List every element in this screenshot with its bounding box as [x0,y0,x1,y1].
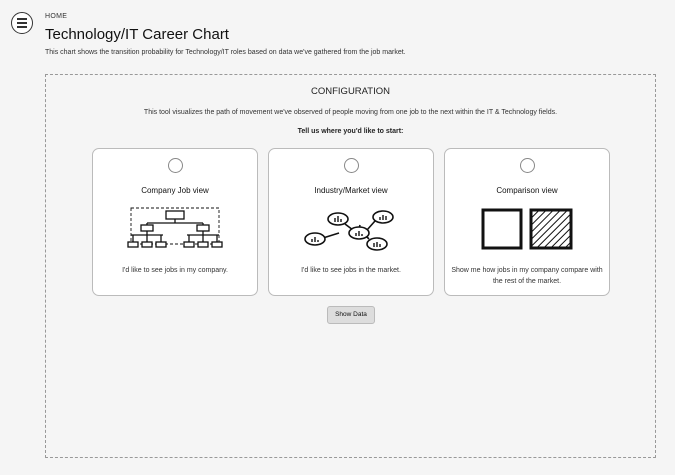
industry-market-view-radio[interactable] [344,158,359,173]
company-job-view-radio[interactable] [168,158,183,173]
menu-button[interactable] [11,12,33,34]
card-title: Comparison view [496,186,558,195]
page-description: This chart shows the transition probability for Technology/IT roles based on data we've gathered from the job market. [45,49,406,56]
company-job-view-card[interactable] [92,148,258,296]
hamburger-icon [17,18,27,19]
comparison-view-radio[interactable] [520,158,535,173]
breadcrumb[interactable]: HOME [45,13,68,20]
card-title: Company Job view [141,186,209,195]
page-title: Technology/IT Career Chart [45,26,229,43]
show-data-button[interactable]: Show Data [327,306,375,324]
card-description: I'd like to see jobs in the market. [301,267,401,274]
configuration-prompt: Tell us where you'd like to start: [297,128,404,135]
org-chart-icon [93,206,257,256]
industry-market-view-card[interactable] [268,148,434,296]
card-description: I'd like to see jobs in my company. [122,267,228,274]
card-description: Show me how jobs in my company compare with the rest of the market. [451,267,603,285]
network-icon [269,206,433,256]
comparison-icon [445,206,609,256]
configuration-description: This tool visualizes the path of movement we've observed of people moving from one job to the next within the IT & Technology fields. [143,109,558,116]
comparison-view-card[interactable] [444,148,610,296]
card-title: Industry/Market view [314,186,388,195]
configuration-title: CONFIGURATION [311,86,390,97]
configuration-panel [45,74,656,458]
